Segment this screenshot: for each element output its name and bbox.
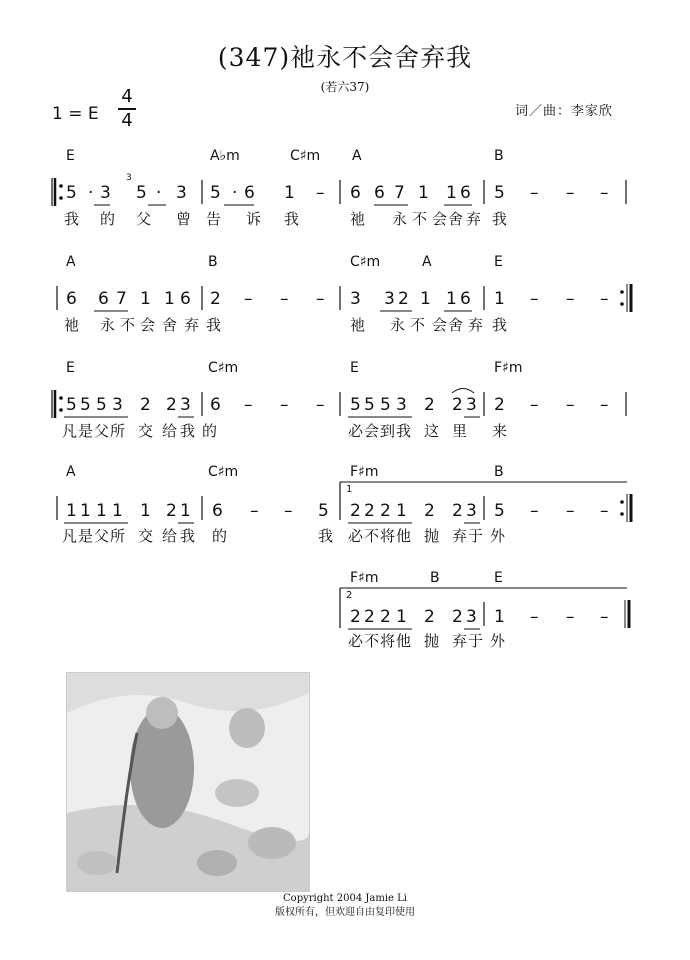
lyric-syllable: 到: [380, 422, 396, 440]
lyric-syllable: 弃: [452, 632, 468, 650]
first-ending-label: 1: [346, 484, 353, 495]
note: 1: [494, 289, 505, 309]
note: 6: [212, 501, 223, 521]
note: 5: [96, 395, 107, 415]
note: 5: [210, 183, 221, 203]
key-signature: 1 = E: [52, 104, 99, 124]
lyric-syllable: 必: [348, 527, 364, 545]
note: 2: [398, 289, 409, 309]
lyric-syllable: 父: [94, 527, 110, 545]
lyric-syllable: 里: [452, 422, 468, 440]
note: 5: [380, 395, 391, 415]
lyric-syllable: 永: [390, 316, 406, 334]
note: 5: [364, 395, 375, 415]
note: –: [566, 607, 575, 627]
lyric-syllable: 不: [364, 632, 380, 650]
note: 5: [318, 501, 329, 521]
note: –: [530, 501, 539, 521]
note: 3: [350, 289, 361, 309]
note: –: [600, 501, 609, 521]
note: –: [280, 395, 289, 415]
lyric-syllable: 会: [432, 316, 448, 334]
time-signature-bottom: 4: [118, 108, 136, 132]
note: 5: [66, 183, 77, 203]
note: –: [280, 289, 289, 309]
lyric-syllable: 我: [396, 422, 412, 440]
lyric-syllable: 弃: [184, 316, 200, 334]
lyricist-composer-credit: 词／曲：李家欣: [515, 104, 614, 119]
note: 1: [66, 501, 77, 521]
note: 5: [80, 395, 91, 415]
chord: A♭m: [210, 148, 240, 164]
lyric-syllable: 抛: [424, 632, 440, 650]
lyric-syllable: 不: [120, 316, 136, 334]
lyric-syllable: 不: [410, 316, 426, 334]
barlines: [52, 178, 631, 628]
note: –: [566, 289, 575, 309]
note: 5: [494, 183, 505, 203]
lyric-syllable: 我: [284, 210, 300, 228]
lyric-syllable: 他: [396, 527, 412, 545]
chord: B: [494, 464, 504, 480]
copyright-permission: 版权所有，但欢迎自由复印使用: [275, 907, 415, 918]
lyric-syllable: 的: [212, 527, 228, 545]
note: 2: [424, 395, 435, 415]
note: 1: [396, 607, 407, 627]
note: –: [250, 501, 259, 521]
lyric-syllable: 我: [180, 422, 196, 440]
lyric-syllable: 永: [392, 210, 408, 228]
note: 6: [350, 183, 361, 203]
lyric-syllable: 我: [206, 316, 222, 334]
lyric-syllable: 是: [78, 422, 94, 440]
lyric-syllable: 父: [136, 210, 152, 228]
note: 1: [96, 501, 107, 521]
lyric-syllable: 我: [492, 210, 508, 228]
lyric-syllable: 于: [468, 632, 484, 650]
note: 3: [466, 607, 477, 627]
note: –: [566, 501, 575, 521]
note: 2: [424, 607, 435, 627]
note: 3: [176, 183, 187, 203]
chord: F♯m: [494, 360, 523, 376]
lyric-syllable: 将: [380, 527, 396, 545]
song-title: (347)祂永不会舍弃我: [217, 43, 473, 72]
lyric-syllable: 会: [364, 422, 380, 440]
chord: E: [494, 570, 503, 586]
lyric-syllable: 会: [432, 210, 448, 228]
note: –: [530, 395, 539, 415]
note: 7: [116, 289, 127, 309]
chord: C♯m: [208, 360, 239, 376]
chord: C♯m: [290, 148, 321, 164]
note: 2: [364, 501, 375, 521]
lyric-syllable: 来: [492, 422, 508, 440]
note: 2: [380, 501, 391, 521]
note: –: [600, 607, 609, 627]
note: –: [600, 289, 609, 309]
chord: B: [208, 254, 218, 270]
note: 1: [140, 289, 151, 309]
note: 2: [452, 395, 463, 415]
note: 2: [364, 607, 375, 627]
note: ·: [156, 183, 162, 203]
lyric-syllable: 凡: [62, 527, 78, 545]
lyric-syllable: 外: [490, 632, 506, 650]
lyric-syllable: 必: [348, 422, 364, 440]
chord: A: [352, 148, 362, 164]
note: ·: [88, 183, 94, 203]
note: 2: [380, 607, 391, 627]
lyric-syllable: 祂: [64, 316, 80, 334]
lyric-syllable: 不: [412, 210, 428, 228]
note: 7: [394, 183, 405, 203]
note: 1: [284, 183, 295, 203]
note: 2: [494, 395, 505, 415]
chord: A: [66, 254, 76, 270]
note: 5: [494, 501, 505, 521]
lyric-syllable: 父: [94, 422, 110, 440]
note: 1: [446, 183, 457, 203]
note: 1: [140, 501, 151, 521]
note: –: [316, 183, 325, 203]
tie-arc: [452, 389, 474, 394]
note: ·: [232, 183, 238, 203]
note: 2: [350, 501, 361, 521]
note: –: [244, 289, 253, 309]
note: 1: [494, 607, 505, 627]
chord: C♯m: [350, 254, 381, 270]
note: 2: [210, 289, 221, 309]
note: –: [244, 395, 253, 415]
lyric-syllable: 永: [100, 316, 116, 334]
chord: E: [66, 360, 75, 376]
lyric-syllable: 他: [396, 632, 412, 650]
lyric-syllable: 诉: [246, 210, 262, 228]
note: 1: [80, 501, 91, 521]
lyric-syllable: 祂: [350, 316, 366, 334]
note: –: [600, 183, 609, 203]
note: 2: [166, 395, 177, 415]
note: –: [600, 395, 609, 415]
lyric-syllable: 我: [64, 210, 80, 228]
jianpu-notes: [66, 183, 609, 627]
note: –: [530, 607, 539, 627]
lyric-syllable: 弃: [452, 527, 468, 545]
note: 2: [166, 501, 177, 521]
lyric-syllable: 不: [364, 527, 380, 545]
lyric-syllable: 曾: [176, 210, 192, 228]
lyric-syllable: 我: [492, 316, 508, 334]
shepherd-with-sheep-illustration: [66, 672, 310, 892]
lyric-syllable: 将: [380, 632, 396, 650]
chord: B: [430, 570, 440, 586]
copyright-line: Copyright 2004 Jamie Li: [283, 893, 407, 904]
lyric-syllable: 外: [490, 527, 506, 545]
second-ending-label: 2: [346, 590, 353, 601]
note: 5: [136, 183, 147, 203]
time-signature-top: 4: [121, 86, 133, 107]
lyric-syllable: 的: [100, 210, 116, 228]
lyric-syllable: 所: [110, 422, 126, 440]
lyric-syllable: 舍: [448, 316, 464, 334]
note: 6: [180, 289, 191, 309]
lyric-syllable: 交: [138, 422, 154, 440]
chord: F♯m: [350, 570, 379, 586]
chord: E: [66, 148, 75, 164]
scripture-reference: (若六37): [320, 80, 370, 94]
lyric-syllable: 必: [348, 632, 364, 650]
note: 3: [384, 289, 395, 309]
lyric-syllable: 于: [468, 527, 484, 545]
note: 6: [460, 289, 471, 309]
chord: B: [494, 148, 504, 164]
lyric-syllable: 我: [180, 527, 196, 545]
chord: A: [422, 254, 432, 270]
note: –: [530, 289, 539, 309]
note: 6: [244, 183, 255, 203]
lyrics: [62, 210, 507, 650]
lyric-syllable: 这: [424, 422, 440, 440]
note: –: [530, 183, 539, 203]
note: 1: [112, 501, 123, 521]
note: 1: [396, 501, 407, 521]
chord: E: [350, 360, 359, 376]
copyright-notice: [0, 892, 690, 920]
lyric-syllable: 抛: [424, 527, 440, 545]
triplet-marker: 3: [126, 173, 132, 183]
note: 3: [100, 183, 111, 203]
lyric-syllable: 给: [162, 527, 178, 545]
beam-underlines: [64, 205, 480, 629]
lyric-syllable: 交: [138, 527, 154, 545]
note: 5: [350, 395, 361, 415]
lyric-syllable: 凡: [62, 422, 78, 440]
note: 2: [350, 607, 361, 627]
note: 2: [424, 501, 435, 521]
lyric-syllable: 祂: [350, 210, 366, 228]
chord: E: [494, 254, 503, 270]
lyric-syllable: 弃: [466, 210, 482, 228]
note: 1: [164, 289, 175, 309]
note: 6: [460, 183, 471, 203]
lyric-syllable: 弃: [468, 316, 484, 334]
chord: F♯m: [350, 464, 379, 480]
chord: C♯m: [208, 464, 239, 480]
note: 3: [396, 395, 407, 415]
note: –: [284, 501, 293, 521]
note: 5: [66, 395, 77, 415]
chord: A: [66, 464, 76, 480]
note: –: [316, 395, 325, 415]
lyric-syllable: 舍: [162, 316, 178, 334]
note: –: [566, 395, 575, 415]
note: 1: [420, 289, 431, 309]
note: 6: [210, 395, 221, 415]
note: 1: [446, 289, 457, 309]
lyric-syllable: 的: [202, 422, 218, 440]
note: 1: [418, 183, 429, 203]
note: 3: [466, 395, 477, 415]
lyric-syllable: 舍: [448, 210, 464, 228]
note: 2: [140, 395, 151, 415]
note: 3: [112, 395, 123, 415]
note: 3: [180, 395, 191, 415]
lyric-syllable: 会: [140, 316, 156, 334]
note: 2: [452, 607, 463, 627]
lyric-syllable: 所: [110, 527, 126, 545]
note: –: [316, 289, 325, 309]
note: –: [566, 183, 575, 203]
lyric-syllable: 是: [78, 527, 94, 545]
note: 3: [466, 501, 477, 521]
repeat-dots: [59, 184, 624, 516]
note: 6: [66, 289, 77, 309]
note: 2: [452, 501, 463, 521]
note: 6: [374, 183, 385, 203]
lyric-syllable: 告: [206, 210, 222, 228]
note: 6: [98, 289, 109, 309]
note: 1: [180, 501, 191, 521]
lyric-syllable: 我: [318, 527, 334, 545]
lyric-syllable: 给: [162, 422, 178, 440]
